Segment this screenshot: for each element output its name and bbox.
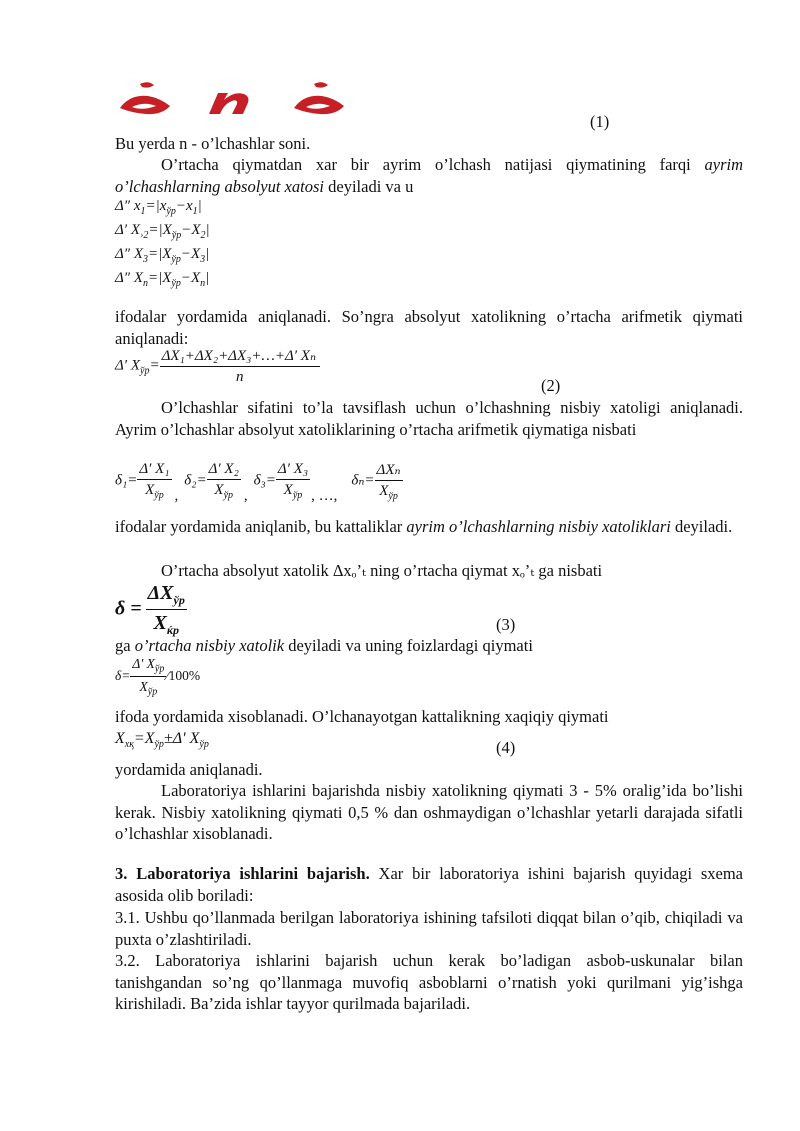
glyph-text: ž n ž (118, 80, 120, 81)
eq2-mean-abs-error: Δ′ $X_{ўр}=$ $\frac{\text{ΔX₁+ΔX₂+ΔX₃+…+Δ′ Xₙ}}{n}$ (115, 346, 320, 386)
p7: ga o’rtacha nisbiy xatolik deyiladi va uning foizlardagi qiymati (115, 636, 533, 655)
eq-percent: δ= $\frac{\Delta' X_{ўр}}{X_{ўр}}$ ⁄100% (115, 656, 201, 698)
abs-error-1: Δ″ $x_1=|x_{ўр}-x_1|$ (115, 198, 202, 217)
rel-errors-row: δ₁= $\frac{\text{Δ′ X₁}}{X_{ўр}}$ ,δ₂= $\frac{\text{Δ′ X₂}}{X_{ўр}}$ ,δ₃= $\frac{\text{Δ′ X₃}}{X_{ўр}}$ , …,δₙ= $\frac{\text{ΔXₙ}}{X_{ўр}}$ (115, 461, 401, 505)
term-relative-errors: ayrim o’lchashlarning nisbiy xatoliklari (406, 517, 671, 536)
eq1-number: (1) (590, 112, 610, 131)
abs-error-3: Δ″ $X_3=|X_{ўр}-X_3|$ (115, 246, 210, 265)
abs-error-list (115, 198, 210, 292)
item-3-1: 3.1. Ushbu qo’llanmada berilgan laboratoriya ishining tafsiloti diqqat bilan o’qib, chiqiladi va puxta o’zlashtiriladi. (115, 908, 743, 949)
p9: yordamida aniqlanadi. (115, 760, 263, 779)
p8: ifoda yordamida xisoblanadi. O’lchanayotgan kattalikning xaqiqiy qiymati (115, 707, 609, 726)
section3: 3. Laboratoriya ishlarini bajarish. Xar bir laboratoriya ishini bajarish quyidagi sxema asosida olib boriladi: (115, 864, 743, 905)
item-3-2: 3.2. Laboratoriya ishlarini bajarish uchun kerak bo’ladigan asbob-uskunalar bilan tanishgandan so’ng qo’llanmaga muvofiq asboblarni o’rnatish yoki qurilmani yig’ishga kirishiladi. Ba’zida ishlar tayyor qurilmada bajariladi. (115, 951, 743, 1013)
section3-title: 3. Laboratoriya ishlarini bajarish. (115, 864, 370, 883)
p2: O’rtacha qiymatdan xar bir ayrim o’lchash natijasi qiymatining farqi ayrim o’lchashlarning absolyut xatosi deyiladi va u (115, 155, 743, 196)
p10: Laboratoriya ishlarini bajarishda nisbiy xatolikning qiymati 3 - 5% oralig’ida bo’lishi kerak. Nisbiy xatolikning qiymati 0,5 % dan oshmaydigan o’lchashlar yetarli darajada sifatli o’lchashlar xisoblanadi. (115, 781, 743, 843)
p1: Bu yerda n - o’lchashlar soni. (115, 134, 311, 153)
garbled-formula-glyphs (118, 80, 358, 120)
abs-error-n: Δ″ $X_n=|X_{ўр}-X_n|$ (115, 270, 210, 289)
abs-error-2: Δ′ $X_{›2}=|X_{ўр}-X_2|$ (115, 222, 210, 241)
term-absolute-error: ayrim o’lchashlarning absolyut xatosi (115, 155, 743, 196)
p4: O’lchashlar sifatini to’la tavsiflash uchun o’lchashning nisbiy xatoligi aniqlanadi. Ayrim o’lchashlar absolyut xatoliklarining o’rtacha arifmetik qiymatiga nisbati (115, 398, 743, 439)
p5: ifodalar yordamida aniqlanib, bu kattaliklar ayrim o’lchashlarning nisbiy xatoliklari deyiladi. (115, 517, 733, 536)
eq4-true-value: $X_{хқ}=X_{ўр}\pm\Delta'$ $X_{ўр}$ (115, 730, 209, 751)
p6: O’rtacha absolyut xatolik Δxₒ’ₜ ning o’rtacha qiymat xₒ’ₜ ga nisbati (161, 561, 603, 580)
eq2-number: (2) (541, 376, 561, 395)
term-mean-rel-error: o’rtacha nisbiy xatolik (134, 636, 285, 655)
p3: ifodalar yordamida aniqlanadi. So’ngra absolyut xatolikning o’rtacha arifmetik qiymati aniqlanadi: (115, 307, 743, 348)
eq3-number: (3) (496, 615, 516, 634)
eq4-number: (4) (496, 738, 516, 757)
eq3-mean-rel-error: δ = $\frac{\Delta X_{ўр}}{X_{ќр}}$ (115, 582, 185, 637)
